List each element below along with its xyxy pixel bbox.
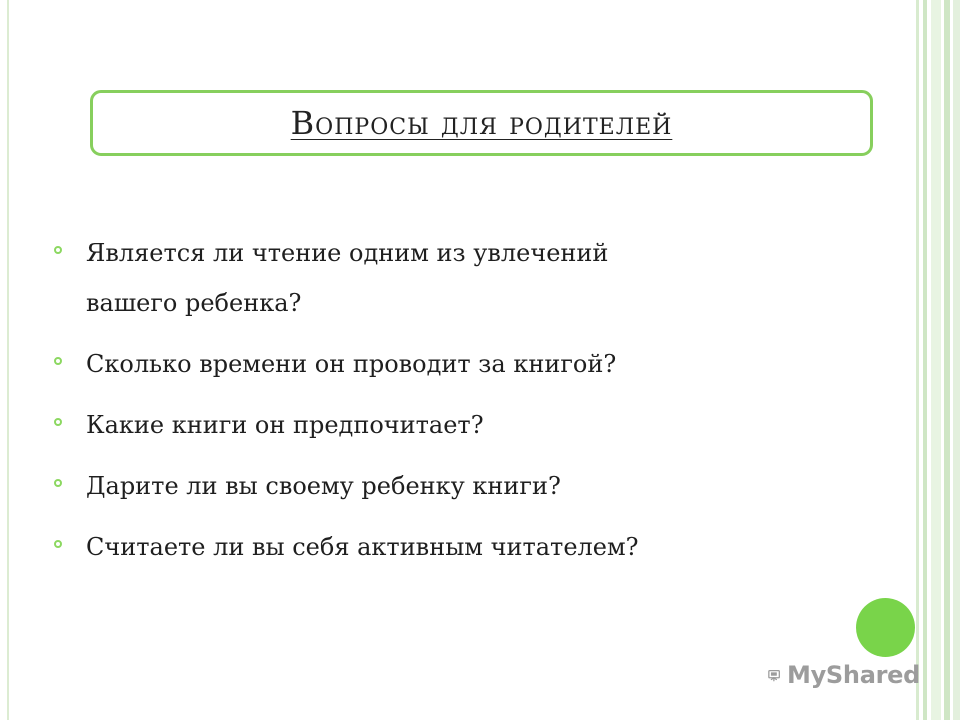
bullet-item: [54, 400, 814, 450]
bullet-text-line: Какие книги он предпочитает?: [86, 411, 484, 439]
decorative-stripe: [923, 0, 927, 720]
bullet-text-line: Является ли чтение одним из увлечений: [86, 239, 609, 267]
ring-bullet-icon: [54, 540, 62, 548]
bullet-text-line: Дарите ли вы своему ребенку книги?: [86, 472, 561, 500]
ring-bullet-icon: [54, 479, 62, 487]
decorative-stripe: [944, 0, 950, 720]
myshared-watermark: [768, 657, 920, 693]
decorative-stripe: [916, 0, 919, 720]
bullet-item: [54, 522, 814, 572]
watermark-text: MyShared: [787, 661, 920, 689]
bullet-text-line: Считаете ли вы себя активным читателем?: [86, 533, 639, 561]
bullet-text-line: Сколько времени он проводит за книгой?: [86, 350, 617, 378]
green-decorative-circle: [856, 598, 915, 657]
title-box: [90, 90, 873, 156]
bullet-text-line: вашего ребенка?: [86, 289, 302, 317]
bullet-item: [54, 461, 814, 511]
bullet-item: [54, 339, 814, 389]
slide-title: Вопросы для родителей: [290, 104, 673, 142]
decorative-stripe: [931, 0, 941, 720]
right-decorative-stripes: [916, 0, 960, 720]
left-border: [7, 0, 9, 720]
bullet-item: [54, 228, 814, 328]
ring-bullet-icon: [54, 246, 62, 254]
decorative-stripe: [953, 0, 960, 720]
bullet-list: [54, 228, 814, 572]
ring-bullet-icon: [54, 418, 62, 426]
presentation-screen-icon: [768, 661, 781, 690]
ring-bullet-icon: [54, 357, 62, 365]
